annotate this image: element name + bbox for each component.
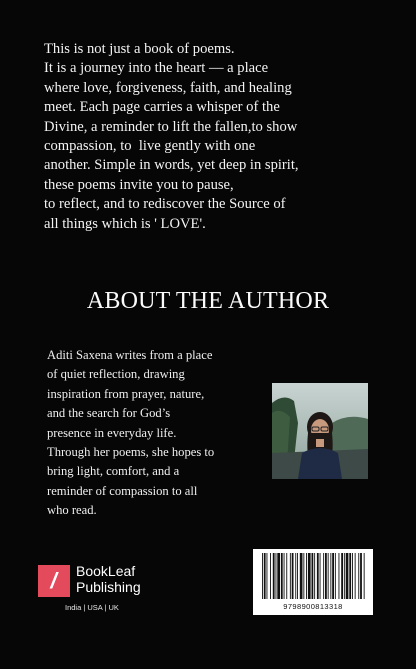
barcode-bar xyxy=(277,553,280,599)
blurb-line: another. Simple in words, yet deep in spirit, xyxy=(44,157,299,174)
blurb-line: all things which is ' LOVE'. xyxy=(44,215,206,232)
barcode-bar xyxy=(306,553,307,599)
bio-line: presence in everyday life. xyxy=(47,425,177,440)
author-bio xyxy=(47,346,267,521)
author-photo xyxy=(272,383,368,479)
bio-line: reminder of compassion to all xyxy=(47,483,198,498)
bio-line: inspiration from prayer, nature, xyxy=(47,386,205,401)
barcode-bar xyxy=(284,553,285,599)
bio-line: Through her poems, she hopes to xyxy=(47,445,215,460)
barcode-bar xyxy=(290,553,291,599)
barcode-bar xyxy=(352,553,353,599)
barcode-bar xyxy=(364,553,365,599)
barcode-bar xyxy=(303,553,304,599)
barcode-bar xyxy=(349,553,351,599)
blurb-line: It is a journey into the heart — a place xyxy=(44,60,269,77)
barcode-bar xyxy=(286,553,287,599)
barcode-bar xyxy=(341,553,343,599)
about-author-heading: ABOUT THE AUTHOR xyxy=(86,288,330,314)
barcode-bar xyxy=(264,553,266,599)
barcode-bar xyxy=(339,553,340,599)
barcode-bar xyxy=(358,553,359,599)
bio-line: bring light, comfort, and a xyxy=(47,464,180,479)
publisher-name xyxy=(76,563,141,595)
barcode-bar xyxy=(317,553,319,599)
barcode-bar xyxy=(360,553,362,599)
bio-line: Aditi Saxena writes from a place xyxy=(47,348,213,362)
bookleaf-logo-icon xyxy=(38,565,70,597)
barcode-bar xyxy=(281,553,283,599)
logo-mark: / xyxy=(48,568,60,593)
barcode-bar xyxy=(355,553,356,599)
barcode-bar xyxy=(346,553,349,599)
blurb-line: to reflect, and to rediscover the Source of xyxy=(44,196,286,213)
barcode-bar xyxy=(312,553,314,599)
blurb-line: these poems invite you to pause, xyxy=(44,176,234,193)
barcode-bar xyxy=(308,553,311,599)
blurb-line: compassion, to live gently with one xyxy=(44,138,256,155)
barcode-bar xyxy=(267,553,268,599)
blurb-line: Divine, a reminder to lift the fallen,to show xyxy=(44,118,298,135)
bio-line: of quiet reflection, drawing xyxy=(47,367,185,382)
barcode-bar xyxy=(332,553,334,599)
barcode-bar xyxy=(297,553,298,599)
isbn-number: 9798900813318 xyxy=(283,602,343,611)
barcode-bar xyxy=(320,553,321,599)
barcode-bar xyxy=(270,553,271,599)
publisher-name-line: Publishing xyxy=(76,579,141,595)
barcode-icon xyxy=(260,553,366,599)
barcode-bar xyxy=(314,553,315,599)
publisher-regions: India | USA | UK xyxy=(65,603,119,612)
bio-line: and the search for God’s xyxy=(47,406,171,421)
barcode-bar xyxy=(323,553,324,599)
barcode-bar xyxy=(330,553,331,599)
barcode-bar xyxy=(335,553,336,599)
barcode-bar xyxy=(262,553,263,599)
barcode-bar xyxy=(276,553,277,599)
blurb-line: where love, forgiveness, faith, and healing xyxy=(44,79,292,96)
barcode-bar xyxy=(300,553,303,599)
blurb-line: meet. Each page carries a whisper of the xyxy=(44,99,280,116)
barcode-bar xyxy=(292,553,294,599)
bio-line: who read. xyxy=(47,503,97,518)
barcode-bar xyxy=(295,553,296,599)
barcode-bar xyxy=(273,553,275,599)
publisher-name-line: BookLeaf xyxy=(76,563,136,579)
isbn-barcode xyxy=(253,549,373,615)
blurb-line: This is not just a book of poems. xyxy=(44,41,235,57)
barcode-bar xyxy=(325,553,327,599)
author-portrait-icon xyxy=(272,383,368,479)
book-blurb xyxy=(44,40,384,234)
barcode-bar xyxy=(328,553,329,599)
barcode-bar xyxy=(344,553,345,599)
publisher-logo xyxy=(38,563,178,613)
